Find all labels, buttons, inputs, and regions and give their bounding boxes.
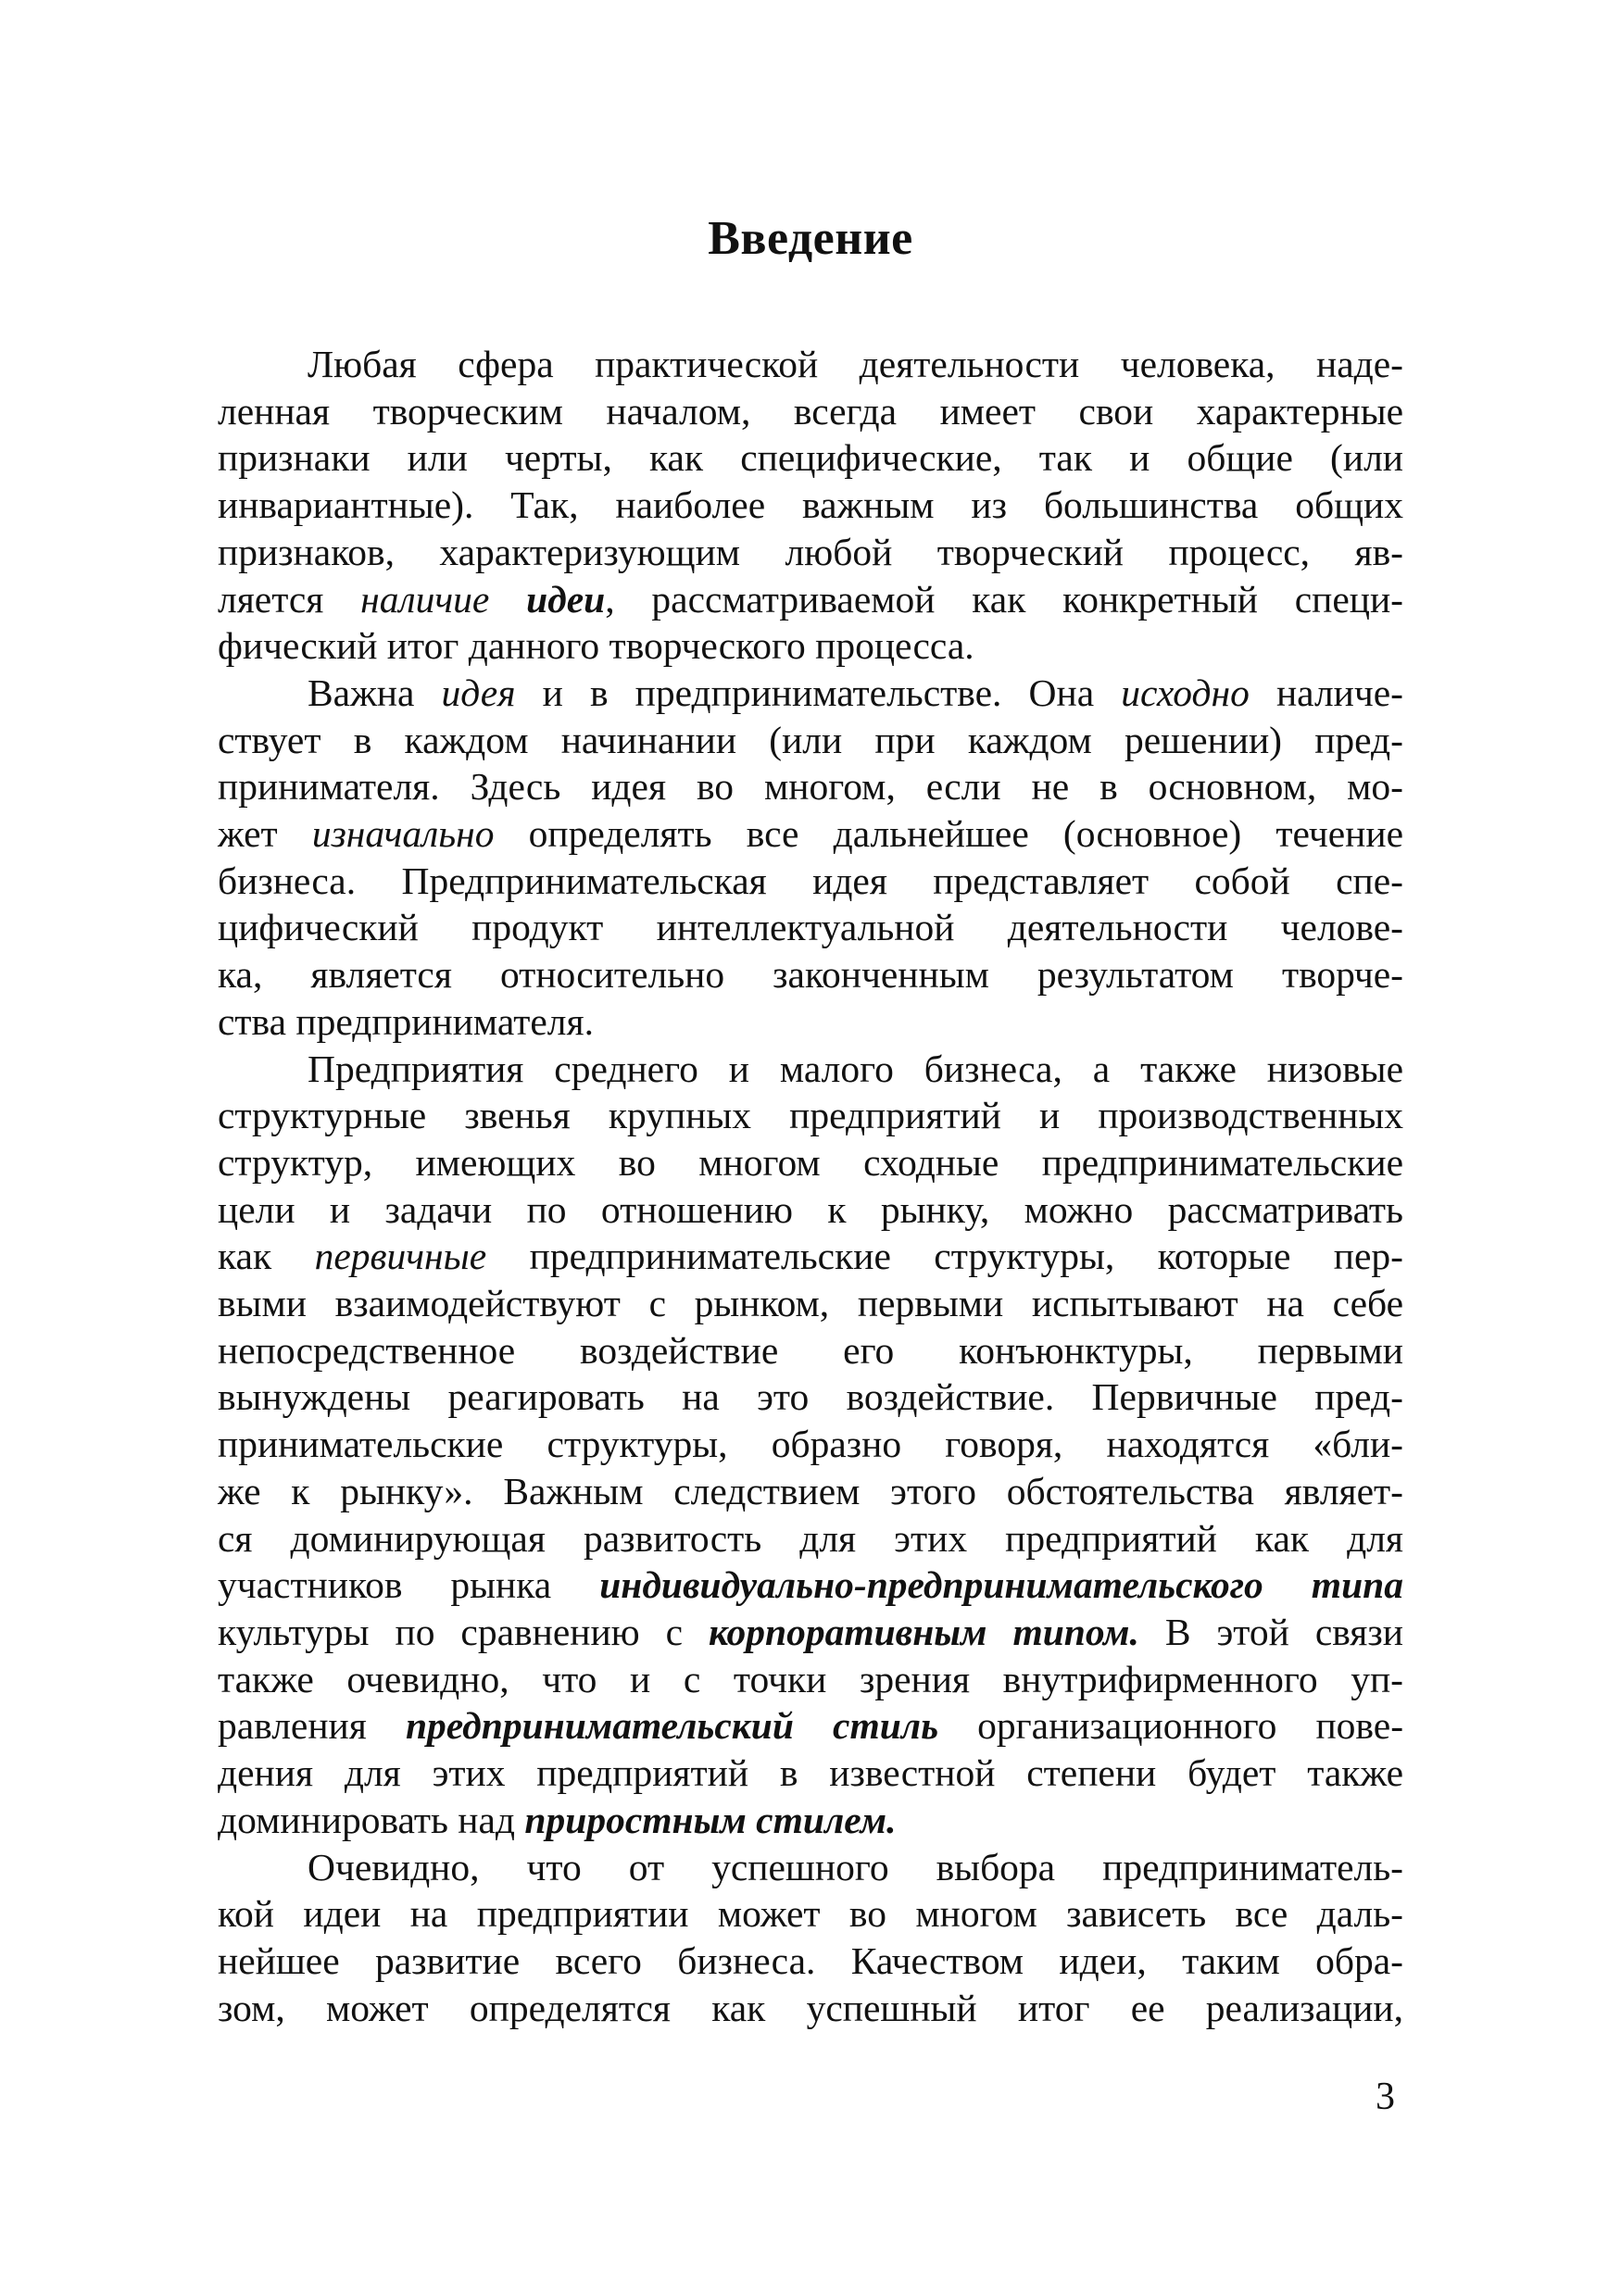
text-segment: участников рынка <box>218 1563 600 1607</box>
emphasis-text: идеи <box>526 577 606 621</box>
text-line <box>218 998 1403 1046</box>
text-segment: как <box>218 1235 315 1278</box>
text-line <box>218 482 1403 529</box>
body-text <box>218 341 1403 2031</box>
text-segment: Важна <box>308 671 442 714</box>
text-segment: зом, может определятся как успешный итог ее реализации, <box>218 1986 1403 2029</box>
text-line <box>218 1139 1403 1186</box>
text-line <box>218 388 1403 435</box>
text-segment: предпринимательские структуры, которые пер- <box>486 1235 1403 1278</box>
text-line <box>218 1092 1403 1139</box>
text-segment: наличе- <box>1249 671 1403 714</box>
text-segment: определять все дальнейшее (основное) течение <box>494 812 1403 856</box>
text-segment: признаков, характеризующим любой творческий процесс, яв- <box>218 530 1403 573</box>
text-segment: ся доминирующая развитость для этих предприятий как для <box>218 1516 1403 1560</box>
emphasis-text: приростным стилем. <box>524 1798 897 1841</box>
text-segment: выми взаимодействуют с рынком, первыми испытывают на себе <box>218 1282 1403 1325</box>
emphasis-text: индивидуально-предпринимательского типа <box>599 1563 1403 1607</box>
text-segment: также очевидно, что и с точки зрения внутрифирменного уп- <box>218 1657 1403 1700</box>
emphasis-text: первичные <box>314 1235 487 1278</box>
text-line <box>218 1797 1403 1844</box>
text-segment: кой идеи на предприятии может во многом зависеть все даль- <box>218 1892 1403 1936</box>
text-segment: ленная творческим началом, всегда имеет свои характерные <box>218 389 1403 433</box>
text-line <box>218 1046 1403 1093</box>
text-segment: доминировать над <box>218 1798 525 1841</box>
text-line <box>218 1562 1403 1609</box>
text-line <box>218 1280 1403 1327</box>
text-line <box>218 1844 1403 1891</box>
text-segment: структурные звенья крупных предприятий и производственных <box>218 1094 1403 1137</box>
text-line <box>218 858 1403 905</box>
text-line <box>218 576 1403 623</box>
emphasis-text: предпринимательский стиль <box>405 1704 939 1748</box>
text-line <box>218 763 1403 810</box>
text-segment: и в предпринимательстве. Она <box>515 671 1122 714</box>
text-segment: нейшее развитие всего бизнеса. Качеством идеи, таким обра- <box>218 1938 1403 1982</box>
text-line <box>218 1421 1403 1468</box>
text-line <box>218 1750 1403 1797</box>
text-line <box>218 1985 1403 2032</box>
text-line <box>218 1890 1403 1938</box>
text-segment: Любая сфера практической деятельности человека, наде- <box>308 343 1403 385</box>
text-line <box>218 1609 1403 1656</box>
text-segment: ствует в каждом начинании (или при каждом решении) пред- <box>218 718 1403 761</box>
text-segment: Предприятия среднего и малого бизнеса, а также низовые <box>308 1047 1403 1090</box>
text-line <box>218 1374 1403 1421</box>
page-number: 3 <box>1376 2076 1395 2118</box>
text-segment: равления <box>218 1704 406 1748</box>
emphasis-text: изначально <box>311 812 495 856</box>
text-segment: признаки или черты, как специфические, так и общие (или <box>218 436 1403 480</box>
text-segment: вынуждены реагировать на это воздействие. Первичные пред- <box>218 1375 1403 1419</box>
page-title: Введение <box>708 212 913 265</box>
text-line <box>218 1186 1403 1234</box>
text-line <box>218 951 1403 998</box>
text-line <box>218 529 1403 576</box>
text-line <box>218 1938 1403 1985</box>
text-segment: В этой связи <box>1138 1610 1403 1653</box>
text-segment: жет <box>218 812 312 856</box>
text-line <box>218 1233 1403 1280</box>
text-segment: принимателя. Здесь идея во многом, если не в основном, мо- <box>218 765 1403 809</box>
text-segment <box>489 578 526 621</box>
emphasis-text: исходно <box>1121 671 1250 714</box>
text-segment: ства предпринимателя. <box>218 999 594 1043</box>
text-line <box>218 1468 1403 1515</box>
text-segment: принимательские структуры, образно говоря, находятся «бли- <box>218 1423 1403 1466</box>
text-segment: Очевидно, что от успешного выбора предприниматель- <box>308 1845 1403 1888</box>
text-segment: непосредственное воздействие его конъюнктуры, первыми <box>218 1328 1403 1372</box>
text-line <box>218 1702 1403 1750</box>
text-line <box>218 810 1403 858</box>
text-segment: цифический продукт интеллектуальной деятельности челове- <box>218 906 1403 949</box>
text-segment: цели и задачи по отношению к рынку, можно рассматривать <box>218 1187 1403 1231</box>
text-segment: культуры по сравнению с <box>218 1610 710 1653</box>
text-line <box>218 670 1403 717</box>
emphasis-text: идея <box>441 671 516 714</box>
text-line <box>218 622 1403 670</box>
text-segment: организационного пове- <box>938 1704 1404 1748</box>
text-segment: фический итог данного творческого процесса. <box>218 624 974 668</box>
emphasis-text: наличие <box>360 577 490 621</box>
text-line <box>218 434 1403 482</box>
text-line <box>218 1656 1403 1703</box>
text-segment: структур, имеющих во многом сходные предпринимательские <box>218 1140 1403 1184</box>
text-line <box>218 341 1403 388</box>
text-line <box>218 1515 1403 1562</box>
text-segment: дения для этих предприятий в известной степени будет также <box>218 1751 1403 1795</box>
text-segment: ляется <box>218 577 361 621</box>
text-segment: же к рынку». Важным следствием этого обстоятельства являет- <box>218 1469 1403 1512</box>
text-line <box>218 1327 1403 1374</box>
text-segment: бизнеса. Предпринимательская идея представляет собой спе- <box>218 859 1403 902</box>
text-segment: , рассматриваемой как конкретный специ- <box>605 577 1403 621</box>
emphasis-text: корпоративным типом. <box>709 1610 1139 1653</box>
text-line <box>218 717 1403 764</box>
text-segment: инвариантные). Так, наиболее важным из большинства общих <box>218 483 1403 527</box>
text-line <box>218 904 1403 951</box>
text-segment: ка, является относительно законченным результатом творче- <box>218 953 1403 997</box>
